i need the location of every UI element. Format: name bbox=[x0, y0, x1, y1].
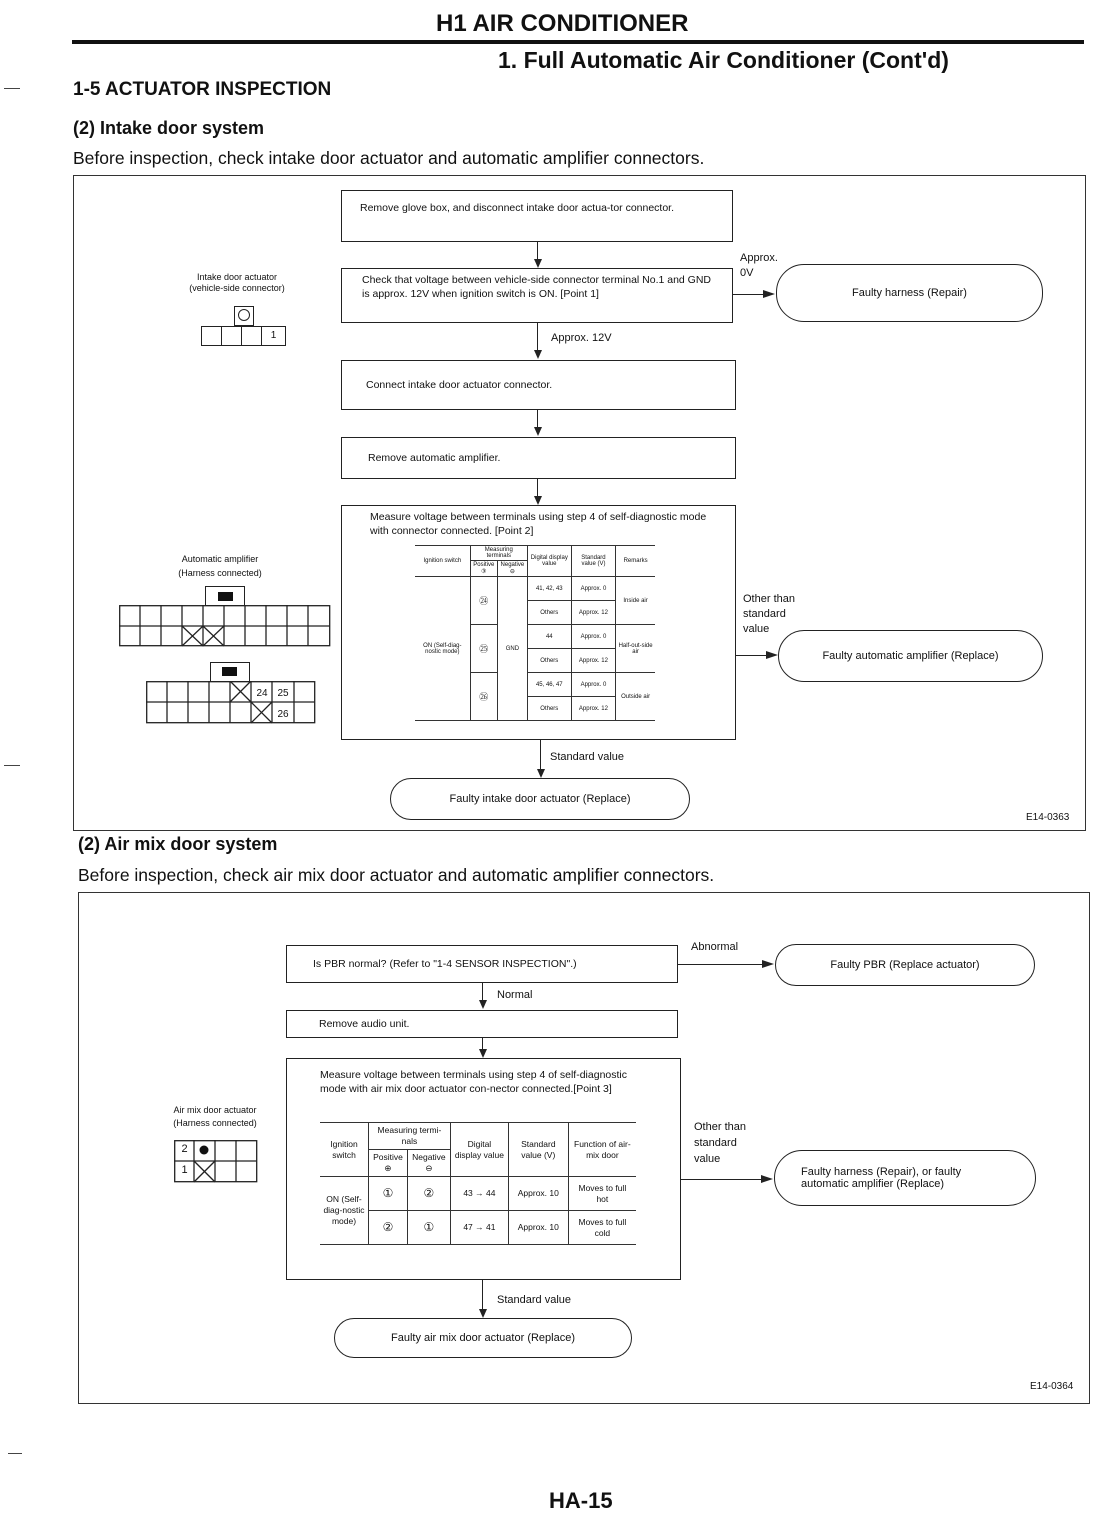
td-r6b: Approx. 12 bbox=[571, 697, 615, 721]
th2-negative: Negative bbox=[412, 1152, 446, 1162]
margin-mark bbox=[4, 88, 20, 89]
connector1-label-b: (vehicle-side connector) bbox=[189, 283, 285, 293]
td-r3a: 44 bbox=[527, 625, 571, 649]
th2-std: Standard value (V) bbox=[508, 1123, 568, 1177]
intake-step-measure-text: Measure voltage between terminals using step 4 of self-diagnostic mode with connector connected. [Point 2] bbox=[370, 511, 707, 537]
th2-positive: Positive bbox=[373, 1152, 403, 1162]
td-r3c: Half-out-side air bbox=[616, 625, 655, 673]
connector1-label-a: Intake door actuator bbox=[196, 272, 278, 282]
td-r5a: 45, 46, 47 bbox=[527, 673, 571, 697]
intake-figcode: E14-0363 bbox=[1026, 812, 1070, 823]
td2-r2pos: ② bbox=[369, 1211, 408, 1245]
intake-voltage-table bbox=[415, 545, 655, 721]
td2-r2func: Moves to full cold bbox=[568, 1211, 636, 1245]
td-r1b: Approx. 0 bbox=[571, 577, 615, 601]
intake-branch-0v-b: 0V bbox=[740, 267, 754, 279]
intake-step-remove-amplifier: Remove automatic amplifier. bbox=[341, 437, 736, 479]
connector2-key-icon bbox=[218, 592, 233, 601]
intake-fault-harness: Faulty harness (Repair) bbox=[776, 264, 1043, 322]
intake-fault-actuator: Faulty intake door actuator (Replace) bbox=[390, 778, 690, 820]
airmix-step-measure-text: Measure voltage between terminals using step 4 of self-diagnostic mode with air mix door actuator con-nector connected.[Point 3] bbox=[320, 1069, 628, 1095]
td-p26: ㉖ bbox=[470, 673, 497, 721]
intake-step-check-voltage: Check that voltage between vehicle-side connector terminal No.1 and GND is approx. 12V when ignition switch is ON. [Point 1] bbox=[341, 268, 733, 323]
intake-other-than-b: standard bbox=[743, 608, 786, 620]
airmix-title: (2) Air mix door system bbox=[78, 834, 278, 854]
airmix-normal: Normal bbox=[497, 989, 533, 1001]
airmix-abnormal: Abnormal bbox=[691, 941, 739, 953]
connector4-label-a: Air mix door actuator bbox=[173, 1105, 257, 1115]
intake-branch-12v: Approx. 12V bbox=[551, 332, 612, 344]
connector3-key-icon bbox=[222, 667, 237, 676]
intake-branch-0v-a: Approx. bbox=[740, 252, 778, 264]
td-on: ON (Self-diag-nostic mode) bbox=[415, 577, 470, 721]
intake-step-remove-glove-box: Remove glove box, and disconnect intake door actua-tor connector. bbox=[341, 190, 733, 242]
margin-mark bbox=[4, 765, 20, 766]
th2-meas: Measuring termi-nals bbox=[369, 1123, 451, 1150]
connector2-label-b: (Harness connected) bbox=[178, 568, 262, 578]
airmix-fault-actuator: Faulty air mix door actuator (Replace) bbox=[334, 1318, 632, 1358]
airmix-fault-pbr: Faulty PBR (Replace actuator) bbox=[775, 944, 1035, 986]
pin-26: 26 bbox=[277, 709, 289, 720]
connector1-pin-1: 1 bbox=[261, 326, 286, 346]
th-ign: Ignition switch bbox=[415, 546, 470, 577]
th-positive-sym: ③ bbox=[481, 569, 487, 575]
intake-title: (2) Intake door system bbox=[73, 118, 265, 138]
td2-r1func: Moves to full hot bbox=[568, 1177, 636, 1211]
td-r5b: Approx. 0 bbox=[571, 673, 615, 697]
td-r1c: Inside air bbox=[616, 577, 655, 625]
intake-other-than-a: Other than bbox=[743, 593, 795, 605]
th2-ign: Ignition switch bbox=[320, 1123, 369, 1177]
page-number: HA-15 bbox=[549, 1488, 613, 1513]
intake-standard-value: Standard value bbox=[550, 751, 624, 763]
td-r2a: Others bbox=[527, 601, 571, 625]
th-digital: Digital display value bbox=[527, 546, 571, 577]
intake-step-connect-actuator: Connect intake door actuator connector. bbox=[341, 360, 736, 410]
td-p24: ㉔ bbox=[470, 577, 497, 625]
subsection-title: 1. Full Automatic Air Conditioner (Cont'd) bbox=[498, 47, 949, 73]
airmix-intro: Before inspection, check air mix door actuator and automatic amplifier connectors. bbox=[78, 865, 715, 885]
th-std: Standard value (V) bbox=[571, 546, 615, 577]
th-negative: Negative bbox=[500, 562, 525, 568]
intake-other-than-c: value bbox=[743, 623, 770, 635]
page-heading: 1-5 ACTUATOR INSPECTION bbox=[73, 79, 332, 100]
th2-digital: Digital display value bbox=[450, 1123, 508, 1177]
td-gnd: GND bbox=[497, 577, 527, 721]
airmix-step-remove-audio: Remove audio unit. bbox=[286, 1010, 678, 1038]
td2-on: ON (Self-diag-nostic mode) bbox=[320, 1177, 369, 1245]
th-meas: Measuring terminals bbox=[470, 546, 527, 561]
airmix-other-than-c: value bbox=[694, 1153, 721, 1165]
airmix-step-check-pbr: Is PBR normal? (Refer to "1-4 SENSOR INSPECTION".) bbox=[286, 945, 678, 983]
td-r3b: Approx. 0 bbox=[571, 625, 615, 649]
section-title: H1 AIR CONDITIONER bbox=[436, 10, 689, 37]
airmix-pin-2: 2 bbox=[181, 1143, 188, 1155]
connector2-upper-grid bbox=[119, 605, 331, 647]
airmix-figcode: E14-0364 bbox=[1030, 1381, 1074, 1392]
th-negative-sym: ⊖ bbox=[509, 569, 515, 575]
th2-func: Function of air-mix door bbox=[568, 1123, 636, 1177]
connector4-label-b: (Harness connected) bbox=[173, 1118, 257, 1128]
airmix-voltage-table bbox=[320, 1122, 636, 1245]
airmix-standard-value: Standard value bbox=[497, 1294, 571, 1306]
th-positive: Positive bbox=[473, 562, 495, 568]
td2-r2std: Approx. 10 bbox=[508, 1211, 568, 1245]
connector2-label-a: Automatic amplifier bbox=[181, 554, 259, 564]
pin-24: 24 bbox=[256, 688, 268, 699]
airmix-pin-1: 1 bbox=[181, 1164, 188, 1176]
td2-r2dig: 47 → 41 bbox=[450, 1211, 508, 1245]
pin-25: 25 bbox=[277, 688, 289, 699]
td-r2b: Approx. 12 bbox=[571, 601, 615, 625]
td-r5c: Outside air bbox=[616, 673, 655, 721]
td2-r1std: Approx. 10 bbox=[508, 1177, 568, 1211]
airmix-fault-harness-amp: Faulty harness (Repair), or faulty automatic amplifier (Replace) bbox=[774, 1150, 1036, 1206]
header-rule bbox=[72, 40, 1084, 44]
th-remarks: Remarks bbox=[616, 546, 655, 577]
td-r4a: Others bbox=[527, 649, 571, 673]
connector1-tab-ring bbox=[238, 309, 250, 321]
intake-fault-amplifier: Faulty automatic amplifier (Replace) bbox=[778, 630, 1043, 682]
intake-intro: Before inspection, check intake door actuator and automatic amplifier connectors. bbox=[73, 148, 705, 168]
th2-negative-sym: ⊖ bbox=[425, 1163, 433, 1173]
td2-r1neg: ② bbox=[407, 1177, 450, 1211]
td-p25: ㉕ bbox=[470, 625, 497, 673]
th2-positive-sym: ⊕ bbox=[384, 1163, 392, 1173]
airmix-other-than-b: standard bbox=[694, 1137, 737, 1149]
airmix-other-than-a: Other than bbox=[694, 1121, 746, 1133]
td2-r1pos: ① bbox=[369, 1177, 408, 1211]
margin-mark bbox=[8, 1453, 22, 1454]
td-r6a: Others bbox=[527, 697, 571, 721]
td2-r2neg: ① bbox=[407, 1211, 450, 1245]
td2-r1dig: 43 → 44 bbox=[450, 1177, 508, 1211]
td-r1a: 41, 42, 43 bbox=[527, 577, 571, 601]
td-r4b: Approx. 12 bbox=[571, 649, 615, 673]
